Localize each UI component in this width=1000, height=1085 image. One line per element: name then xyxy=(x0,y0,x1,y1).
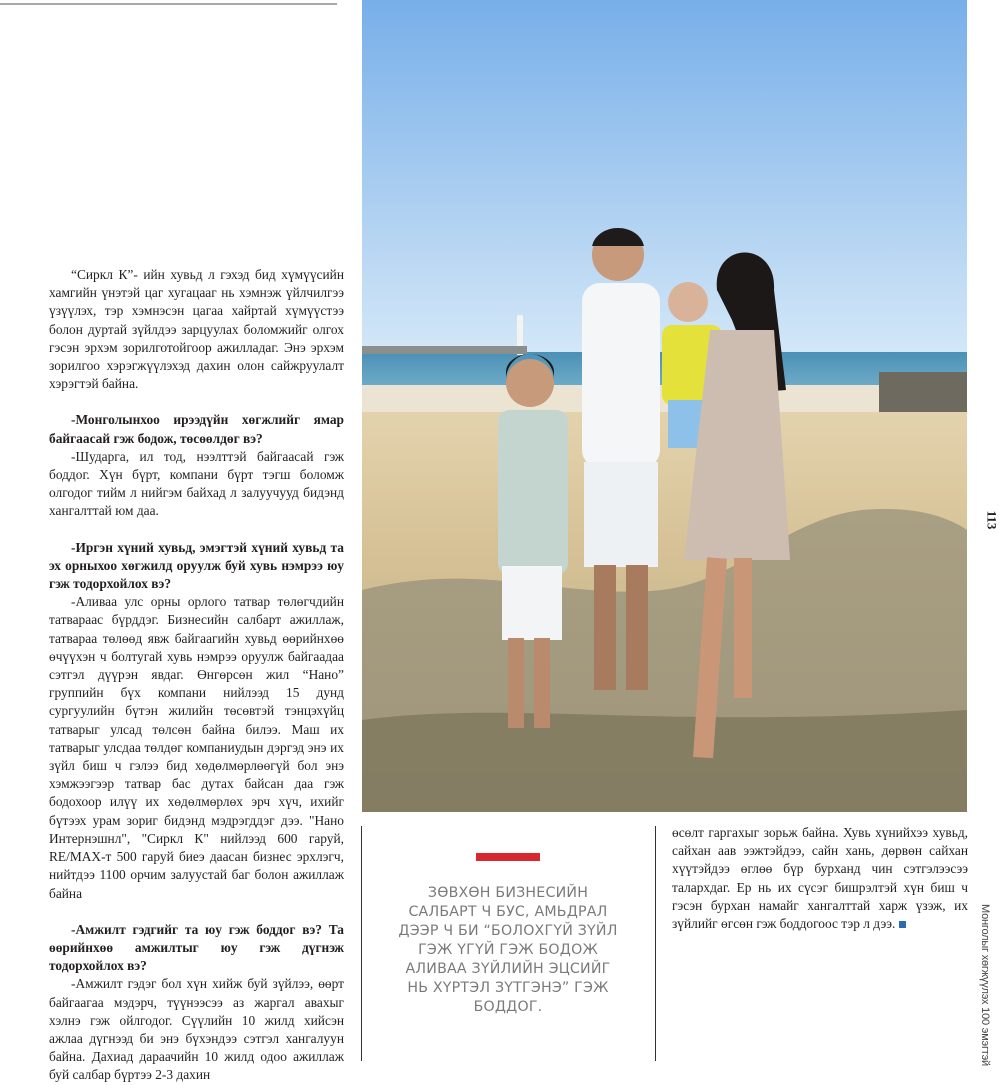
family-photo xyxy=(362,0,967,812)
right-text-column xyxy=(672,824,968,933)
running-head: Монголыг хөгжүүлэх 100 эмэгтэй xyxy=(979,904,991,1066)
left-text-column xyxy=(49,266,344,1085)
grass-patch xyxy=(362,710,967,812)
closing-paragraph: өсөлт гаргахыг зорьж байна. Хувь хүнийхээ хувьд, сайхан аав ээжтэйдээ, сайн хань, дөрвөн сайхан хүүтэйдээ өглөө бүр бурханд чин сэтгэлээсээ талархдаг. Ер нь их сүсэг бишрэлтэй хүн биш ч гэсэн бурхан намайг хангалттай харж үзэж, их зүйлийг өгсөн гэж боддогоос тэр л дээ. xyxy=(672,825,968,932)
pull-quote: ЗӨВХӨН БИЗНЕСИЙН САЛБАРТ Ч БУС, АМЬДРАЛ ДЭЭР Ч БИ “БОЛОХГҮЙ ЗҮЙЛ ГЭЖ ҮГҮЙ ГЭЖ БОДОЖ АЛИВАА ЗҮЙЛИЙН ЭЦСИЙГ НЬ ХҮРТЭЛ ЗҮТГЭНЭ” ГЭЖ БОДДОГ. xyxy=(398,885,618,1015)
answer-success: -Амжилт гэдэг бол хүн хийж буй зүйлээ, өөрт байгаагаа мэдэрч, түүнээсээ аз жаргал авахыг хэлнэ гэж ойлгодог. Сүүлийн 10 жилд хийсэн ажлаа дүгнээд би энэ бүхэндээ сэтгэл хангалуун байна. Дахиад дараачийн 10 жилд одоо ажиллаж буй салбар бүртээ 2-3 дахин xyxy=(49,976,344,1083)
pull-quote-accent-bar xyxy=(476,853,540,861)
sky xyxy=(362,0,967,352)
pier xyxy=(879,372,967,412)
question-success: -Амжилт гэдгийг та юу гэж боддог вэ? Та өөрийнхөө амжилтыг юу гэж дүгнэж тодорхойлох вэ? xyxy=(49,921,344,974)
answer-future-mongolia: -Шударга, ил тод, нээлттэй байгаасай гэж боддог. Хүн бүрт, компани бүрт тэгш боломж олгодог тийм л нийгэм байхад л залуучууд бидэнд хангалттай юм даа. xyxy=(49,448,344,519)
page-number: 113 xyxy=(984,510,1000,530)
question-contribution: -Иргэн хүний хувьд, эмэгтэй хүний хувьд та эх орныхоо хөгжилд оруулж буй хувь нэмрээ юу гэж тодорхойлох вэ? xyxy=(49,539,344,592)
column-divider-left xyxy=(361,826,362,1061)
column-divider-right xyxy=(655,826,656,1061)
answer-contribution: -Аливаа улс орны орлого татвар төлөгчдийн татвараас бүрддэг. Бизнесийн салбарт ажиллаж, татвараа төлөөд явж байгаагийн хувьд өөрийнхөө өчүүхэн ч болтугай хувь нэмрээ оруулж байгаадаа сэтгэл дүүрэн явдаг. Өнгөрсөн жил “Нано” группийн бүх компани нийлээд 15 дунд сургуулийн бүтэн жилийн төсөвтэй тэнцэхүйц татварыг улсад төлсөн байна билээ. Маш их татварыг улсдаа төлдөг компаниудын дэргэд энэ их зүйл биш ч гэлээ бид хөдөлмөрлөөгүй бол энэ хэмжээгээр татвар бас дутах байсан даа гэж бодохоор илүү их хөдөлмөрлөх эрч хүч, ихийг бүтээх урам зориг бидэнд мэдрэгддэг дээ. "Нано Интернэшнл", "Сиркл К" нийлээд 600 гаруй, RE/MAX-т 500 гаруй биеэ даасан бизнес эрхлэгч, нийтдээ 1100 орчим залуустай баг болон ажиллаж байна xyxy=(49,594,344,901)
end-of-article-icon xyxy=(899,921,906,928)
intro-paragraph: “Сиркл К”- ийн хувьд л гэхэд бид хүмүүсийн хамгийн үнэтэй цаг хугацааг нь хэмнэж үйлчилгээ үзүүлэх, тэр хэмнэсэн цагаа хайртай хүмүүстээ болон дуртай зүйлдээ зарцуулах боломжийг олгох гэсэн эрхэм зорилготойгоор ажилладаг. Энэ эрхэм зорилгоо хэрэгжүүлэхэд дахин олон сайжруулалт хэрэгтэй байна. xyxy=(49,267,344,392)
top-rule xyxy=(0,3,337,5)
harbor xyxy=(362,346,527,354)
family-photo-illustration xyxy=(362,0,967,812)
question-future-mongolia: -Монголынхоо ирээдүйн хөгжлийг ямар байгаасай гэж бодож, төсөөлдөг вэ? xyxy=(49,412,344,446)
